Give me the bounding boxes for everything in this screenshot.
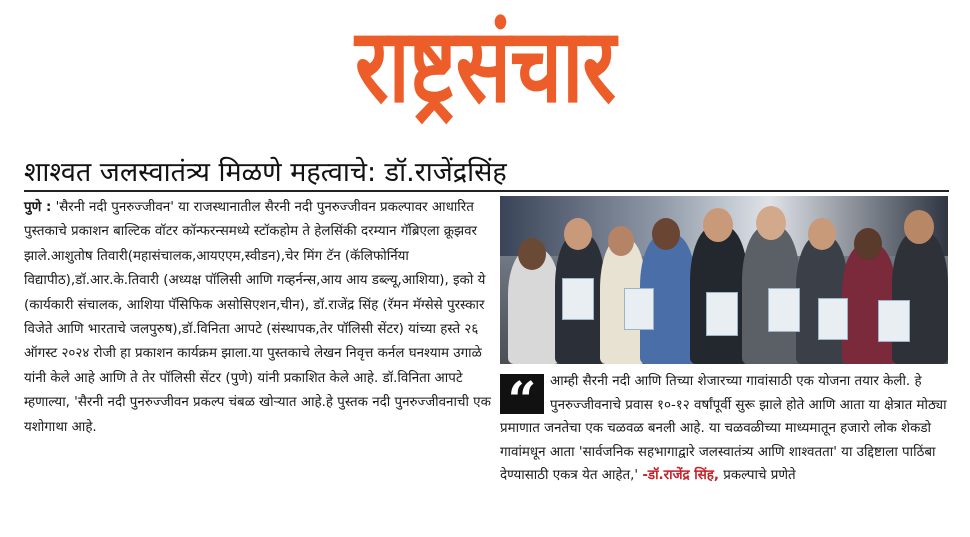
quote-author-role: प्रकल्पाचे प्रणेते	[719, 468, 796, 484]
article-body	[24, 196, 494, 440]
pull-quote	[500, 370, 950, 520]
dateline: पुणे :	[24, 200, 52, 215]
article-body-text: 'सैरनी नदी पुनरुज्जीवन' या राजस्थानातील सैरनी नदी पुनरुज्जीवन प्रकल्पावर आधारित पुस्तकाचे प्रकाशन बाल्टिक वॉटर कॉन्फरन्समध्ये स्टॉकहोम ते हेलसिंकी दरम्यान गॅब्रिएला क्रूझवर झाले.आशुतोष तिवारी(महासंचालक,आयएएम,स्वीडन),चेर मिंग टॅन (कॅलिफोर्निया विद्यापीठ),डॉ.आर.के.तिवारी (अध्यक्ष पॉलिसी आणि गव्हर्नन्स,आय आय डब्ल्यू,आशिया), इको ये (कार्यकारी संचालक, आशिया पॅसिफिक असोसिएशन,चीन), डॉ.राजेंद्र सिंह (रॅमन मॅग्सेसे पुरस्कार विजेते आणि भारताचे जलपुरुष),डॉ.विनिता आपटे (संस्थापक,तेर पॉलिसी सेंटर) यांच्या हस्ते २६ ऑगस्ट २०२४ रोजी हा प्रकाशन कार्यक्रम झाला.या पुस्तकाचे लेखन निवृत्त कर्नल घनश्याम उगाळे यांनी केले आहे आणि ते तेर पॉलिसी सेंटर (पुणे) यांनी प्रकाशित केले आहे. डॉ.विनिता आपटे म्हणाल्या, 'सैरनी नदी पुनरुज्जीवन प्रकल्प चंबळ खोऱ्यात आहे.हे पुस्तक नदी पुनरुज्जीवनाची एक यशोगाथा आहे.	[24, 200, 491, 435]
quote-author: -डॉ.राजेंद्र सिंह,	[642, 468, 720, 484]
headline-divider	[24, 190, 949, 192]
quote-mark-icon: “	[500, 374, 544, 414]
event-group-photo	[500, 196, 948, 364]
newspaper-masthead	[255, 4, 715, 130]
quote-body: आम्ही सैरनी नदी आणि तिच्या शेजारच्या गावांसाठी एक योजना तयार केली. हे पुनरुज्जीवनाचे प्रवास १०-१२ वर्षांपूर्वी सुरू झाले होते आणि आता या क्षेत्रात मोठ्या प्रमाणात जनतेचा एक चळवळ बनली आहे. या चळवळीच्या माध्यमातून हजारो लोक शेकडो गावांमधून आता 'सार्वजनिक सहभागाद्वारे जलस्वातंत्र्य आणि शाश्वतता' या उद्दिष्टाला पाठिंबा देण्यासाठी एकत्र येत आहेत,'	[500, 374, 947, 484]
article-headline: शाश्वत जलस्वातंत्र्य मिळणे महत्वाचे: डॉ.राजेंद्रसिंह	[24, 157, 507, 188]
masthead-title: राष्ट्रसंचार	[355, 7, 615, 126]
pull-quote-text	[500, 370, 950, 488]
